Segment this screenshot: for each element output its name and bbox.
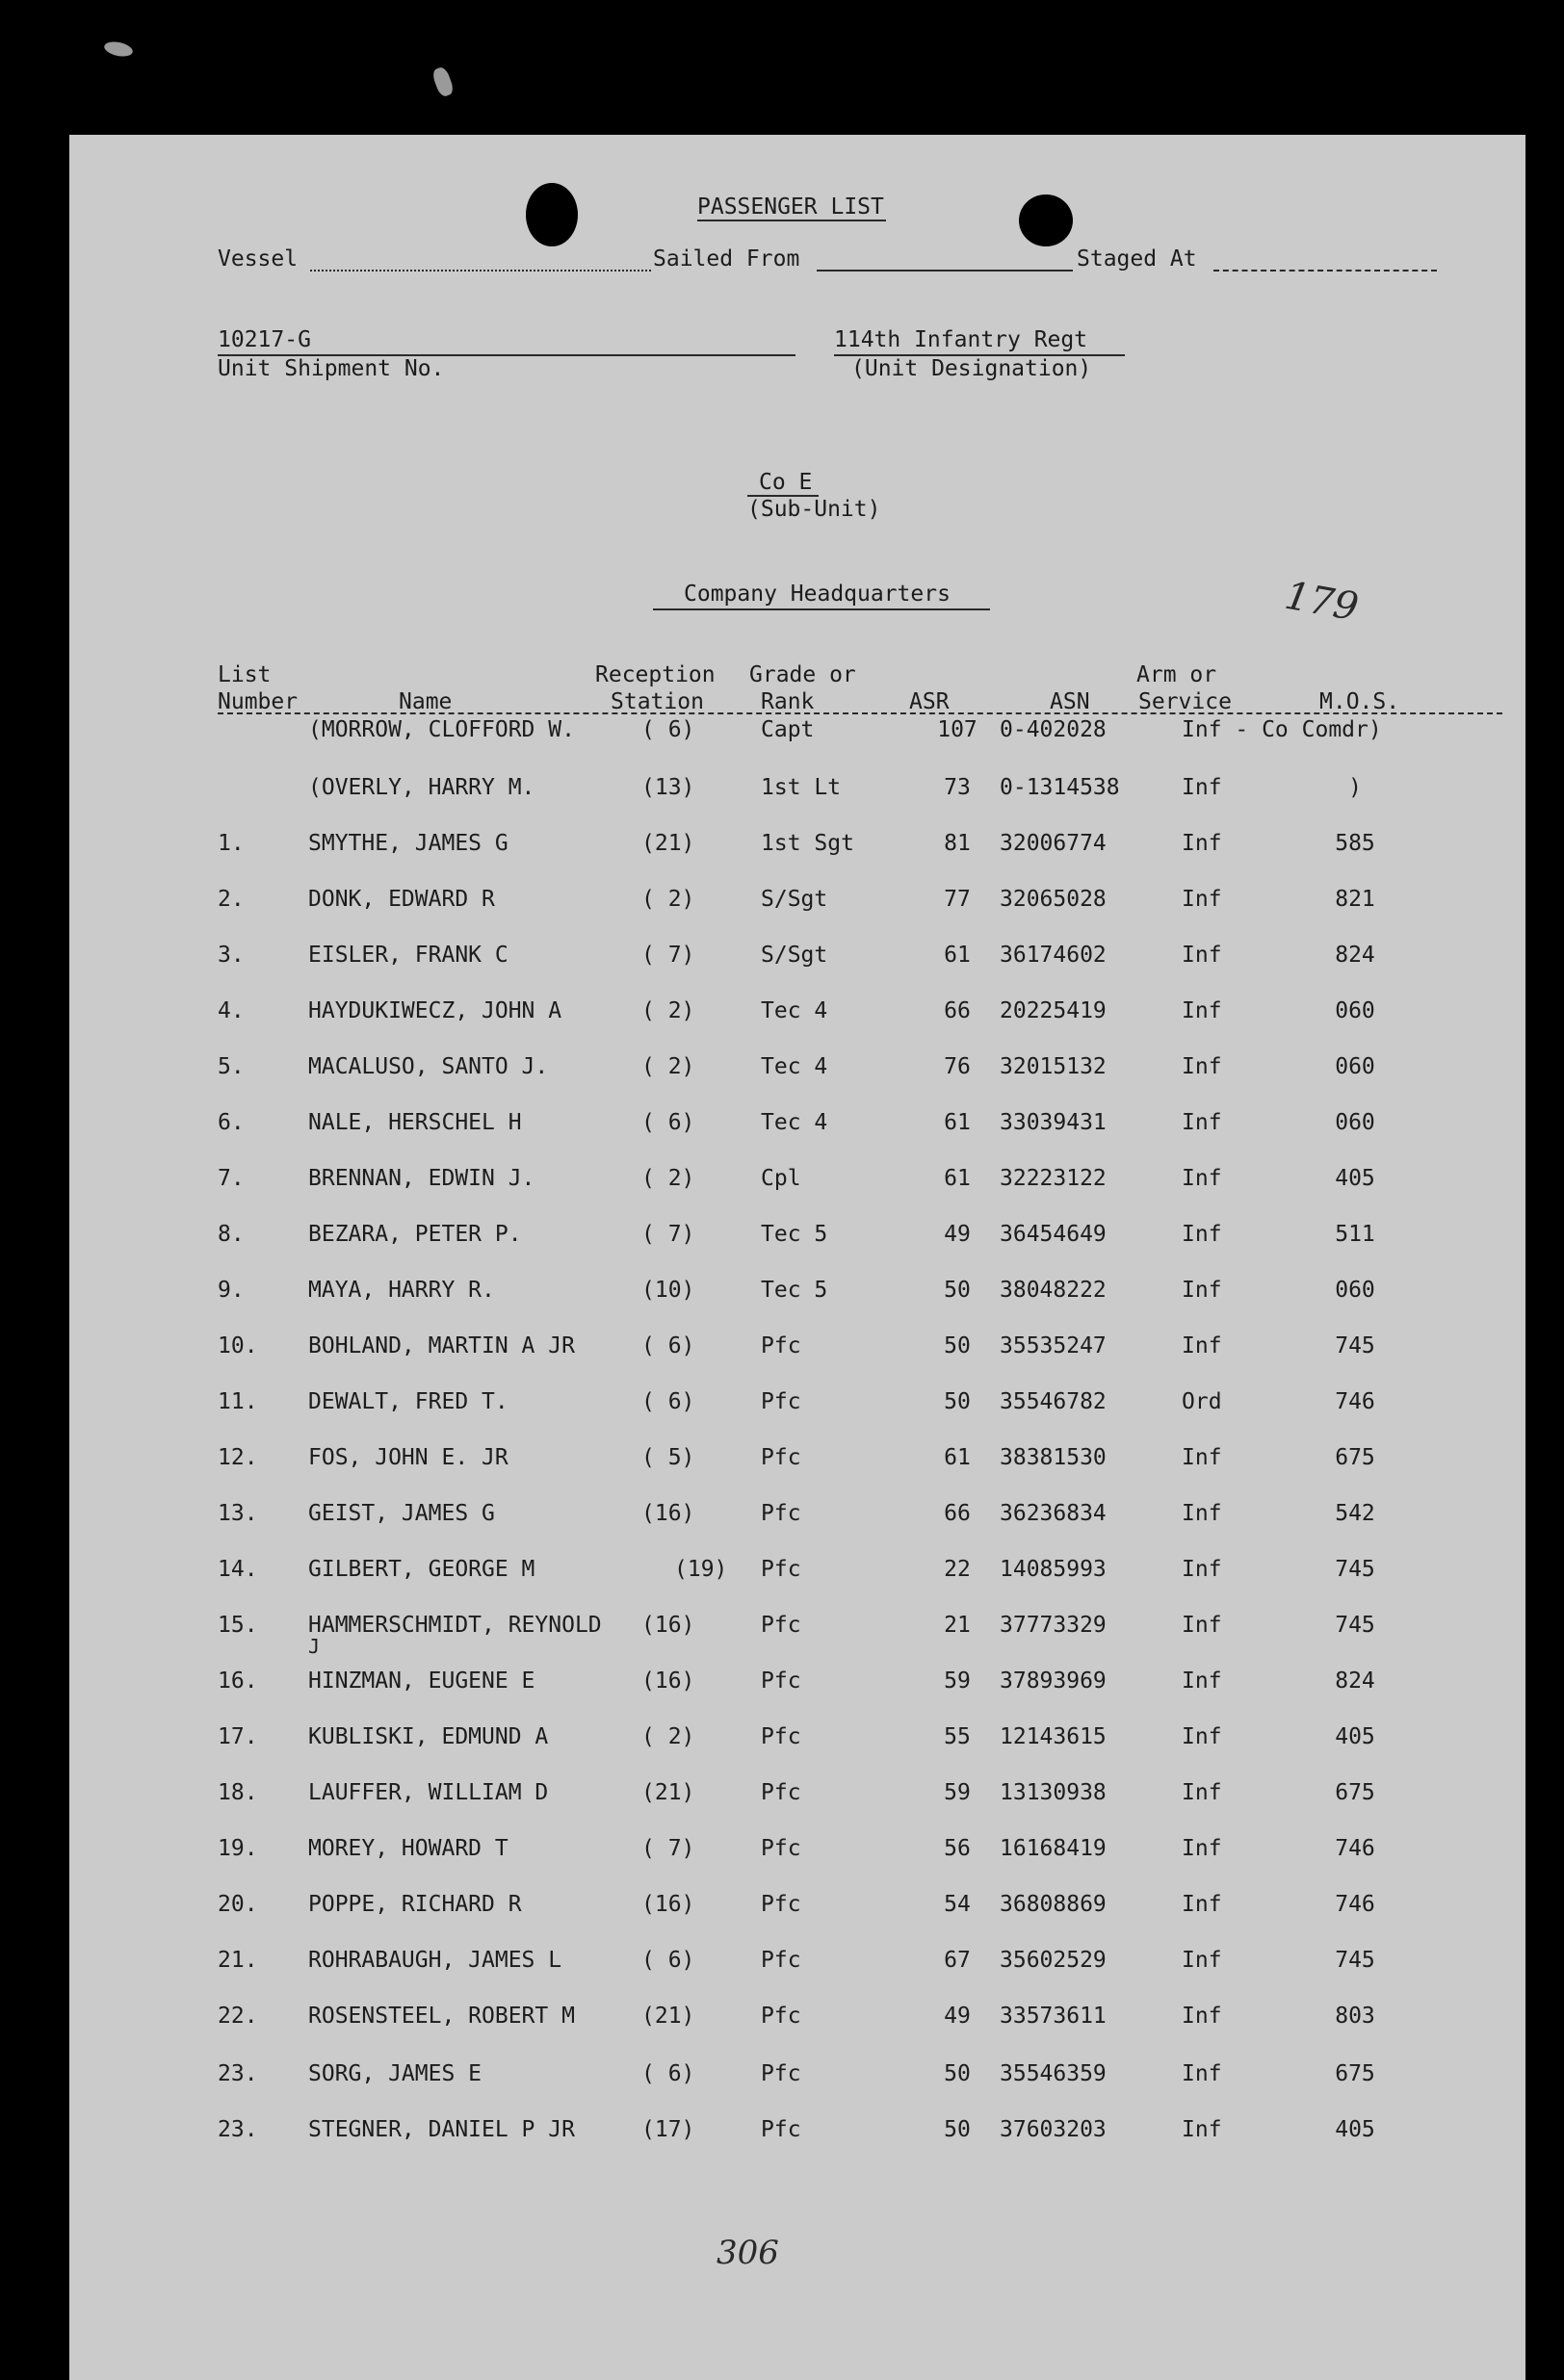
col-name: Name [399,689,453,714]
section-heading: Company Headquarters [684,582,951,607]
row-station: (21) [641,831,695,856]
row-grade: Tec 4 [761,1054,828,1079]
row-mos: 821 [1335,887,1375,912]
row-mos: 745 [1335,1613,1375,1638]
table-row [69,1835,1525,1864]
row-grade: Tec 4 [761,998,828,1023]
row-station: ( 7) [641,1222,695,1247]
row-asn: 32223122 [1000,1166,1107,1191]
scan-fleck [430,65,455,98]
row-number: 1. [218,831,245,856]
row-name: DEWALT, FRED T. [308,1389,508,1414]
row-grade: Pfc [761,1613,801,1638]
row-station: ( 6) [641,1110,695,1135]
row-arm: Inf [1182,1892,1222,1917]
row-asr: 81 [944,831,971,856]
row-asn: 16168419 [1000,1836,1107,1861]
section-underline [653,608,990,610]
row-name: KUBLISKI, EDMUND A [308,1724,549,1749]
row-station: ( 2) [641,998,695,1023]
row-asr: 49 [944,1222,971,1247]
table-row [69,1053,1525,1082]
row-asr: 50 [944,2117,971,2142]
table-row [69,830,1525,859]
row-grade: Pfc [761,1333,801,1358]
row-asn: 36174602 [1000,943,1107,968]
row-name: BRENNAN, EDWIN J. [308,1166,535,1191]
row-asn: 35535247 [1000,1333,1107,1358]
row-grade: 1st Sgt [761,831,854,856]
row-name: SORG, JAMES E [308,2061,482,2086]
col-arm-2: Service [1138,689,1232,714]
passenger-list-document [69,135,1525,2380]
col-reception-2: Station [611,689,704,714]
row-asn: 33039431 [1000,1110,1107,1135]
row-station: (16) [641,1669,695,1694]
row-arm: Inf [1182,2061,1222,2086]
row-station: ( 6) [641,717,695,742]
row-name: BEZARA, PETER P. [308,1222,522,1247]
unit-designation-label: (Unit Designation) [851,356,1092,381]
row-arm: Inf [1182,1836,1222,1861]
row-arm: Inf [1182,1780,1222,1805]
staged-at-label: Staged At [1077,246,1197,272]
row-number: 6. [218,1110,245,1135]
row-arm: Inf - Co Comdr) [1182,717,1382,742]
row-arm: Inf [1182,1445,1222,1470]
row-mos: 675 [1335,1445,1375,1470]
row-arm: Inf [1182,1278,1222,1303]
row-mos: 745 [1335,1557,1375,1582]
table-row [69,1612,1525,1658]
row-asn: 0-402028 [1000,717,1107,742]
row-station: ( 7) [641,943,695,968]
row-station: ( 6) [641,1333,695,1358]
row-asr: 61 [944,1445,971,1470]
row-station: ( 6) [641,1389,695,1414]
row-grade: Tec 4 [761,1110,828,1135]
row-mos: 745 [1335,1333,1375,1358]
row-grade: Capt [761,717,815,742]
row-asr: 21 [944,1613,971,1638]
row-name: (MORROW, CLOFFORD W. [308,717,575,742]
row-station: (10) [641,1278,695,1303]
row-mos: 824 [1335,943,1375,968]
table-row [69,1891,1525,1920]
row-arm: Inf [1182,1166,1222,1191]
row-name: POPPE, RICHARD R [308,1892,522,1917]
row-asr: 50 [944,1278,971,1303]
row-mos: 803 [1335,2004,1375,2029]
row-asr: 55 [944,1724,971,1749]
row-arm: Inf [1182,1613,1222,1638]
row-asn: 35546359 [1000,2061,1107,2086]
row-asn: 37603203 [1000,2117,1107,2142]
row-arm: Inf [1182,1557,1222,1582]
row-asn: 35546782 [1000,1389,1107,1414]
row-mos: 405 [1335,1724,1375,1749]
row-asr: 61 [944,1166,971,1191]
table-row [69,1388,1525,1417]
row-station: (21) [641,1780,695,1805]
row-grade: Pfc [761,1836,801,1861]
row-mos: 745 [1335,1948,1375,1973]
row-asr: 50 [944,1389,971,1414]
row-name: NALE, HERSCHEL H [308,1110,522,1135]
table-row [69,2116,1525,2145]
col-grade-1: Grade or [749,662,856,687]
table-row [69,1332,1525,1361]
staged-at-blank [1213,270,1437,272]
col-list-number-1: List [218,662,272,687]
row-name: BOHLAND, MARTIN A JR [308,1333,575,1358]
row-asn: 32015132 [1000,1054,1107,1079]
row-name: FOS, JOHN E. JR [308,1445,508,1470]
row-grade: Pfc [761,1389,801,1414]
row-name: LAUFFER, WILLIAM D [308,1780,549,1805]
row-asn: 20225419 [1000,998,1107,1023]
row-number: 22. [218,2004,258,2029]
row-mos: 060 [1335,1054,1375,1079]
row-station: ( 2) [641,1166,695,1191]
row-station: ( 2) [641,887,695,912]
row-number: 15. [218,1613,258,1638]
sub-unit-label: (Sub-Unit) [747,497,881,522]
table-row [69,774,1525,803]
row-asr: 61 [944,943,971,968]
row-arm: Inf [1182,998,1222,1023]
row-arm: Inf [1182,1110,1222,1135]
row-name: SMYTHE, JAMES G [308,831,508,856]
table-row [69,1947,1525,1976]
row-mos: 824 [1335,1669,1375,1694]
row-mos: 675 [1335,1780,1375,1805]
row-asr: 73 [944,775,971,800]
row-mos: 675 [1335,2061,1375,2086]
row-asn: 36236834 [1000,1501,1107,1526]
row-mos: 746 [1335,1389,1375,1414]
row-arm: Inf [1182,1501,1222,1526]
table-row [69,1500,1525,1529]
scan-fleck [103,39,134,59]
title-underline [697,220,886,221]
row-name: MACALUSO, SANTO J. [308,1054,549,1079]
row-arm: Ord [1182,1389,1222,1414]
row-asr: 107 [937,717,978,742]
handwritten-page-number: 306 [717,2234,779,2272]
row-grade: Tec 5 [761,1278,828,1303]
table-row [69,2003,1525,2031]
row-station: ( 7) [641,1836,695,1861]
row-number: 7. [218,1166,245,1191]
row-number: 2. [218,887,245,912]
row-name: (OVERLY, HARRY M. [308,775,535,800]
row-mos: 060 [1335,1110,1375,1135]
row-mos: 405 [1335,2117,1375,2142]
row-number: 18. [218,1780,258,1805]
row-grade: Pfc [761,2061,801,2086]
row-asr: 61 [944,1110,971,1135]
row-number: 23. [218,2117,258,2142]
row-asn: 37893969 [1000,1669,1107,1694]
punch-hole [526,183,578,246]
sailed-from-label: Sailed From [653,246,800,272]
vessel-label: Vessel [218,246,299,272]
row-grade: Pfc [761,2004,801,2029]
table-row [69,1556,1525,1585]
unit-shipment-number: 10217-G [218,327,311,352]
row-name: GILBERT, GEORGE M [308,1557,535,1582]
row-asr: 66 [944,1501,971,1526]
punch-hole [1019,194,1073,246]
row-arm: Inf [1182,2117,1222,2142]
table-row [69,1779,1525,1808]
unit-designation: 114th Infantry Regt [834,327,1088,352]
row-grade: Pfc [761,1724,801,1749]
row-grade: Pfc [761,2117,801,2142]
table-row [69,886,1525,915]
row-asr: 22 [944,1557,971,1582]
row-asn: 13130938 [1000,1780,1107,1805]
row-arm: Inf [1182,775,1222,800]
row-asn: 14085993 [1000,1557,1107,1582]
row-grade: Cpl [761,1166,801,1191]
row-grade: Pfc [761,1780,801,1805]
row-grade: Pfc [761,1557,801,1582]
row-asr: 77 [944,887,971,912]
row-station: ( 6) [641,1948,695,1973]
row-station: (17) [641,2117,695,2142]
row-station: ( 5) [641,1445,695,1470]
row-name: ROHRABAUGH, JAMES L [308,1948,562,1973]
row-asr: 67 [944,1948,971,1973]
table-row [69,1668,1525,1696]
row-mos: ) [1348,775,1362,800]
table-row [69,942,1525,970]
row-name: ROSENSTEEL, ROBERT M [308,2004,575,2029]
row-arm: Inf [1182,943,1222,968]
row-number: 3. [218,943,245,968]
row-asn: 0-1314538 [1000,775,1120,800]
row-name: EISLER, FRANK C [308,943,508,968]
table-row [69,1109,1525,1138]
row-station: ( 2) [641,1054,695,1079]
table-row [69,997,1525,1026]
row-asr: 56 [944,1836,971,1861]
row-number: 8. [218,1222,245,1247]
col-mos: M.O.S. [1319,689,1400,714]
row-name: STEGNER, DANIEL P JR [308,2117,575,2142]
row-asr: 76 [944,1054,971,1079]
table-row [69,716,1525,745]
row-mos: 060 [1335,1278,1375,1303]
row-grade: Pfc [761,1501,801,1526]
col-asr: ASR [909,689,950,714]
table-row [69,1277,1525,1306]
row-asr: 66 [944,998,971,1023]
row-asr: 50 [944,1333,971,1358]
table-row [69,1221,1525,1250]
row-name: HINZMAN, EUGENE E [308,1669,535,1694]
row-mos: 405 [1335,1166,1375,1191]
row-number: 21. [218,1948,258,1973]
row-mos: 746 [1335,1892,1375,1917]
table-row [69,1165,1525,1194]
row-asr: 59 [944,1780,971,1805]
row-asn: 32065028 [1000,887,1107,912]
row-asn: 12143615 [1000,1724,1107,1749]
row-grade: Tec 5 [761,1222,828,1247]
row-number: 4. [218,998,245,1023]
row-mos: 060 [1335,998,1375,1023]
row-arm: Inf [1182,887,1222,912]
row-station: (16) [641,1501,695,1526]
row-name-overflow: J [308,1635,321,1658]
table-row [69,1444,1525,1473]
row-arm: Inf [1182,1333,1222,1358]
col-grade-2: Rank [761,689,815,714]
row-asr: 59 [944,1669,971,1694]
table-row [69,1723,1525,1752]
row-name: DONK, EDWARD R [308,887,495,912]
sailed-from-blank [817,270,1073,272]
row-name: HAYDUKIWECZ, JOHN A [308,998,562,1023]
row-arm: Inf [1182,1669,1222,1694]
col-arm-1: Arm or [1136,662,1217,687]
row-number: 19. [218,1836,258,1861]
row-asr: 50 [944,2061,971,2086]
row-asn: 32006774 [1000,831,1107,856]
row-mos: 542 [1335,1501,1375,1526]
row-asn: 36808869 [1000,1892,1107,1917]
row-station: ( 6) [641,2061,695,2086]
row-grade: Pfc [761,1948,801,1973]
row-name: MOREY, HOWARD T [308,1836,508,1861]
row-number: 11. [218,1389,258,1414]
row-grade: Pfc [761,1445,801,1470]
row-number: 5. [218,1054,245,1079]
row-asn: 36454649 [1000,1222,1107,1247]
vessel-blank [310,270,651,272]
row-mos: 585 [1335,831,1375,856]
row-number: 16. [218,1669,258,1694]
row-mos: 746 [1335,1836,1375,1861]
header-rule [218,712,1502,714]
row-number: 12. [218,1445,258,1470]
row-arm: Inf [1182,2004,1222,2029]
row-number: 23. [218,2061,258,2086]
row-asn: 38048222 [1000,1278,1107,1303]
unit-shipment-label: Unit Shipment No. [218,356,445,381]
table-row [69,2060,1525,2089]
row-number: 13. [218,1501,258,1526]
col-asn: ASN [1050,689,1090,714]
row-name: HAMMERSCHMIDT, REYNOLD [308,1613,602,1638]
row-grade: 1st Lt [761,775,842,800]
row-asr: 54 [944,1892,971,1917]
row-grade: Pfc [761,1892,801,1917]
row-grade: S/Sgt [761,887,828,912]
row-station: ( 2) [641,1724,695,1749]
sub-unit: Co E [759,470,813,495]
row-arm: Inf [1182,1222,1222,1247]
row-asn: 33573611 [1000,2004,1107,2029]
row-asr: 49 [944,2004,971,2029]
row-arm: Inf [1182,1948,1222,1973]
row-station: (16) [641,1892,695,1917]
row-number: 17. [218,1724,258,1749]
row-asn: 35602529 [1000,1948,1107,1973]
col-list-number-2: Number [218,689,299,714]
row-station: (13) [641,775,695,800]
row-number: 10. [218,1333,258,1358]
row-mos: 511 [1335,1222,1375,1247]
document-title: PASSENGER LIST [697,194,884,220]
row-grade: S/Sgt [761,943,828,968]
row-station: (19) [674,1557,728,1582]
row-asn: 38381530 [1000,1445,1107,1470]
row-number: 9. [218,1278,245,1303]
row-arm: Inf [1182,1054,1222,1079]
row-asn: 37773329 [1000,1613,1107,1638]
row-name: MAYA, HARRY R. [308,1278,495,1303]
row-number: 14. [218,1557,258,1582]
row-arm: Inf [1182,831,1222,856]
row-number: 20. [218,1892,258,1917]
col-reception-1: Reception [595,662,716,687]
handwritten-number: 179 [1281,573,1362,631]
row-name: GEIST, JAMES G [308,1501,495,1526]
row-station: (16) [641,1613,695,1638]
row-arm: Inf [1182,1724,1222,1749]
row-station: (21) [641,2004,695,2029]
row-grade: Pfc [761,1669,801,1694]
